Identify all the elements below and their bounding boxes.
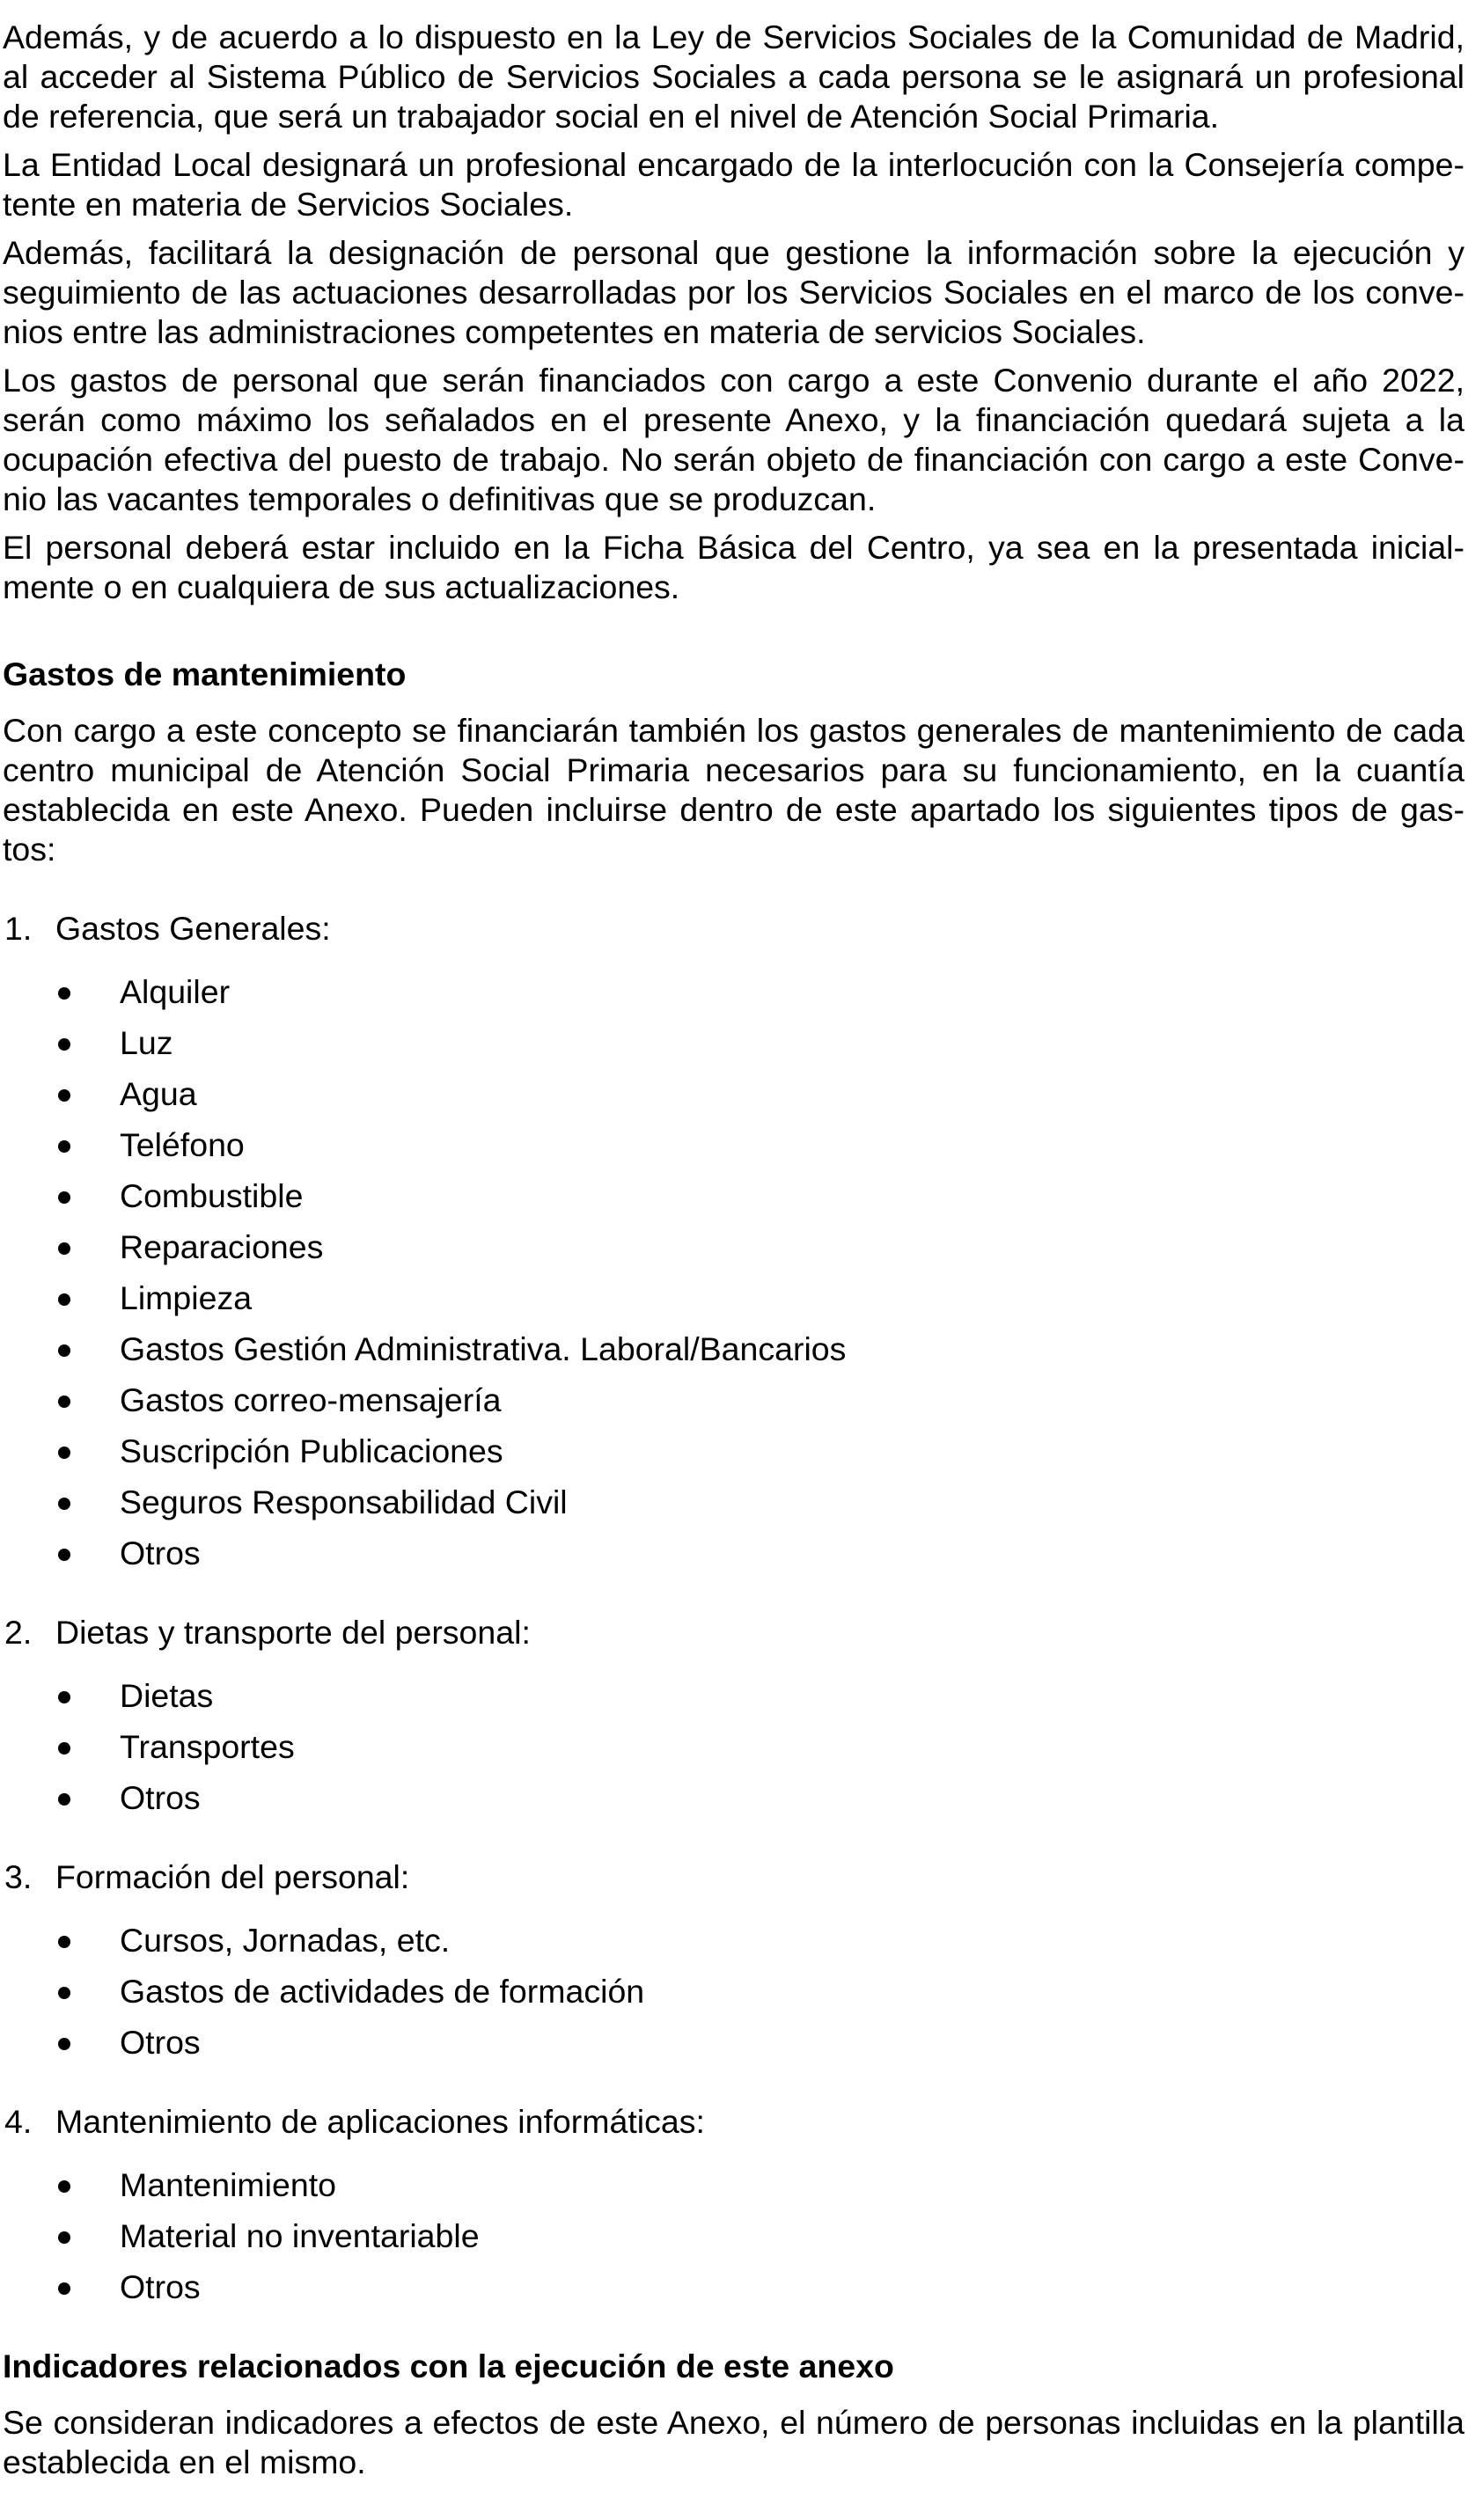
paragraph-indicadores bbox=[3, 2403, 1464, 2482]
paragraph-ley-servicios-sociales bbox=[3, 18, 1464, 136]
text-line: centro municipal de Atención Social Primaria necesarios para su funcionamiento, en la cuantía bbox=[3, 751, 1464, 788]
bullet-item bbox=[3, 1483, 1464, 1522]
bullet-item bbox=[3, 1125, 1464, 1165]
list-item-formacion-personal bbox=[3, 1857, 1464, 1897]
bullet-icon bbox=[58, 1038, 70, 1051]
bullet-icon bbox=[58, 1987, 70, 1999]
bullet-icon bbox=[58, 1498, 70, 1510]
bullet-text: Reparaciones bbox=[120, 1228, 324, 1265]
text-line: serán como máximo los señalados en el presente Anexo, y la financiación quedará sujeta a la bbox=[3, 401, 1464, 438]
bullet-text: Gastos Gestión Administrativa. Laboral/Bancarios bbox=[120, 1330, 847, 1367]
text-line: Se consideran indicadores a efectos de este Anexo, el número de personas incluidas en la plantilla bbox=[3, 2404, 1464, 2441]
bullet-item bbox=[3, 972, 1464, 1012]
bullet-text: Alquiler bbox=[120, 973, 231, 1010]
bullet-item bbox=[3, 1972, 1464, 2011]
bullet-text: Material no inventariable bbox=[120, 2217, 480, 2254]
bullet-text: Transportes bbox=[120, 1728, 295, 1765]
paragraph-gastos-personal-financiados bbox=[3, 361, 1464, 519]
bullet-item bbox=[3, 1330, 1464, 1369]
text-line: Los gastos de personal que serán financiados con cargo a este Convenio durante el año 2022, bbox=[3, 362, 1464, 399]
list-label: Formación del personal: bbox=[55, 1858, 410, 1895]
bullet-item bbox=[3, 1176, 1464, 1216]
bullet-text: Limpieza bbox=[120, 1279, 253, 1316]
text-line: Además, y de acuerdo a lo dispuesto en la Ley de Servicios Sociales de la Comunidad de Madrid, bbox=[3, 18, 1464, 55]
text-line: al acceder al Sistema Público de Servicios Sociales a cada persona se le asignará un profesional bbox=[3, 58, 1464, 95]
bullet-item bbox=[3, 1727, 1464, 1767]
text-line: ocupación efectiva del puesto de trabajo. No serán objeto de financiación con cargo a este Conve- bbox=[3, 441, 1464, 478]
text-line: nios entre las administraciones competentes en materia de servicios Sociales. bbox=[3, 313, 1146, 350]
bullet-item bbox=[3, 1381, 1464, 1420]
text-line: establecida en este Anexo. Pueden incluirse dentro de este apartado los siguientes tipos de gas- bbox=[3, 791, 1464, 828]
heading-gastos-mantenimiento: Gastos de mantenimiento bbox=[3, 656, 407, 692]
bullet-icon bbox=[58, 1549, 70, 1561]
text-line: seguimiento de las actuaciones desarrolladas por los Servicios Sociales en el marco de los conve- bbox=[3, 274, 1464, 311]
bullet-item bbox=[3, 2165, 1464, 2205]
paragraph-concepto-financiacion bbox=[3, 711, 1464, 869]
text-line: mente o en cualquiera de sus actualizaciones. bbox=[3, 568, 680, 605]
bullet-icon bbox=[58, 1742, 70, 1754]
text-line: establecida en el mismo. bbox=[3, 2443, 366, 2480]
bullet-text: Agua bbox=[120, 1075, 197, 1112]
bullet-text: Otros bbox=[120, 1779, 201, 1816]
bullet-item bbox=[3, 1278, 1464, 1318]
bullet-icon bbox=[58, 2282, 70, 2295]
paragraph-ficha-basica bbox=[3, 528, 1464, 607]
bullet-text: Otros bbox=[120, 2268, 201, 2305]
bullet-item bbox=[3, 1227, 1464, 1267]
bullet-item bbox=[3, 1023, 1464, 1063]
list-label: Gastos Generales: bbox=[55, 910, 331, 947]
bullet-item bbox=[3, 2023, 1464, 2062]
bullet-icon bbox=[58, 1936, 70, 1948]
text-line: nio las vacantes temporales o definitivas que se produzcan. bbox=[3, 480, 877, 517]
bullet-icon bbox=[58, 1396, 70, 1408]
bullet-item bbox=[3, 2267, 1464, 2307]
list-number: 2. bbox=[4, 1614, 33, 1651]
bullet-icon bbox=[58, 987, 70, 1000]
bullet-item bbox=[3, 1676, 1464, 1716]
paragraph-designacion-personal bbox=[3, 233, 1464, 352]
bullet-icon bbox=[58, 1691, 70, 1703]
bullet-text: Dietas bbox=[120, 1677, 214, 1714]
bullet-item bbox=[3, 2216, 1464, 2256]
bullet-item bbox=[3, 1778, 1464, 1818]
bullet-icon bbox=[58, 2038, 70, 2050]
text-line: tos: bbox=[3, 831, 56, 868]
bullet-icon bbox=[58, 2180, 70, 2193]
text-line: Además, facilitará la designación de personal que gestione la información sobre la ejecución y bbox=[3, 234, 1464, 271]
bullet-text: Otros bbox=[120, 2024, 201, 2061]
bullet-icon bbox=[58, 1140, 70, 1153]
bullet-text: Suscripción Publicaciones bbox=[120, 1432, 503, 1469]
text-line: La Entidad Local designará un profesional encargado de la interlocución con la Consejería compe- bbox=[3, 146, 1464, 183]
bullet-icon bbox=[58, 1793, 70, 1806]
heading-indicadores-ejecucion-anexo: Indicadores relacionados con la ejecución de este anexo bbox=[3, 2348, 894, 2384]
list-label: Mantenimiento de aplicaciones informáticas: bbox=[55, 2103, 705, 2140]
list-item-mantenimiento-aplicaciones bbox=[3, 2102, 1464, 2142]
bullet-icon bbox=[58, 1089, 70, 1102]
text-line: Con cargo a este concepto se financiarán también los gastos generales de mantenimiento de cada bbox=[3, 712, 1464, 749]
bullet-item bbox=[3, 1432, 1464, 1471]
bullet-icon bbox=[58, 1242, 70, 1255]
bullet-item bbox=[3, 1921, 1464, 1960]
bullet-text: Mantenimiento bbox=[120, 2166, 336, 2203]
bullet-text: Luz bbox=[120, 1024, 173, 1061]
text-line: El personal deberá estar incluido en la Ficha Básica del Centro, ya sea en la presentada inicial- bbox=[3, 529, 1464, 566]
bullet-icon bbox=[58, 1293, 70, 1306]
bullet-icon bbox=[58, 2231, 70, 2244]
bullet-icon bbox=[58, 1344, 70, 1357]
bullet-item bbox=[3, 1074, 1464, 1114]
bullet-icon bbox=[58, 1447, 70, 1459]
bullet-text: Gastos correo-mensajería bbox=[120, 1381, 502, 1418]
bullet-text: Combustible bbox=[120, 1177, 304, 1214]
bullet-item bbox=[3, 1534, 1464, 1573]
list-item-dietas-transporte bbox=[3, 1613, 1464, 1652]
bullet-text: Cursos, Jornadas, etc. bbox=[120, 1922, 451, 1959]
bullet-text: Gastos de actividades de formación bbox=[120, 1973, 645, 2010]
bullet-text: Otros bbox=[120, 1535, 201, 1571]
list-number: 4. bbox=[4, 2103, 33, 2140]
text-line: de referencia, que será un trabajador social en el nivel de Atención Social Primaria. bbox=[3, 98, 1220, 135]
paragraph-entidad-local bbox=[3, 145, 1464, 224]
bullet-text: Teléfono bbox=[120, 1126, 245, 1163]
bullet-icon bbox=[58, 1191, 70, 1204]
bullet-text: Seguros Responsabilidad Civil bbox=[120, 1483, 568, 1520]
list-label: Dietas y transporte del personal: bbox=[55, 1614, 531, 1651]
list-number: 1. bbox=[4, 910, 33, 947]
list-number: 3. bbox=[4, 1858, 33, 1895]
text-line: tente en materia de Servicios Sociales. bbox=[3, 186, 574, 223]
list-item-gastos-generales bbox=[3, 909, 1464, 949]
